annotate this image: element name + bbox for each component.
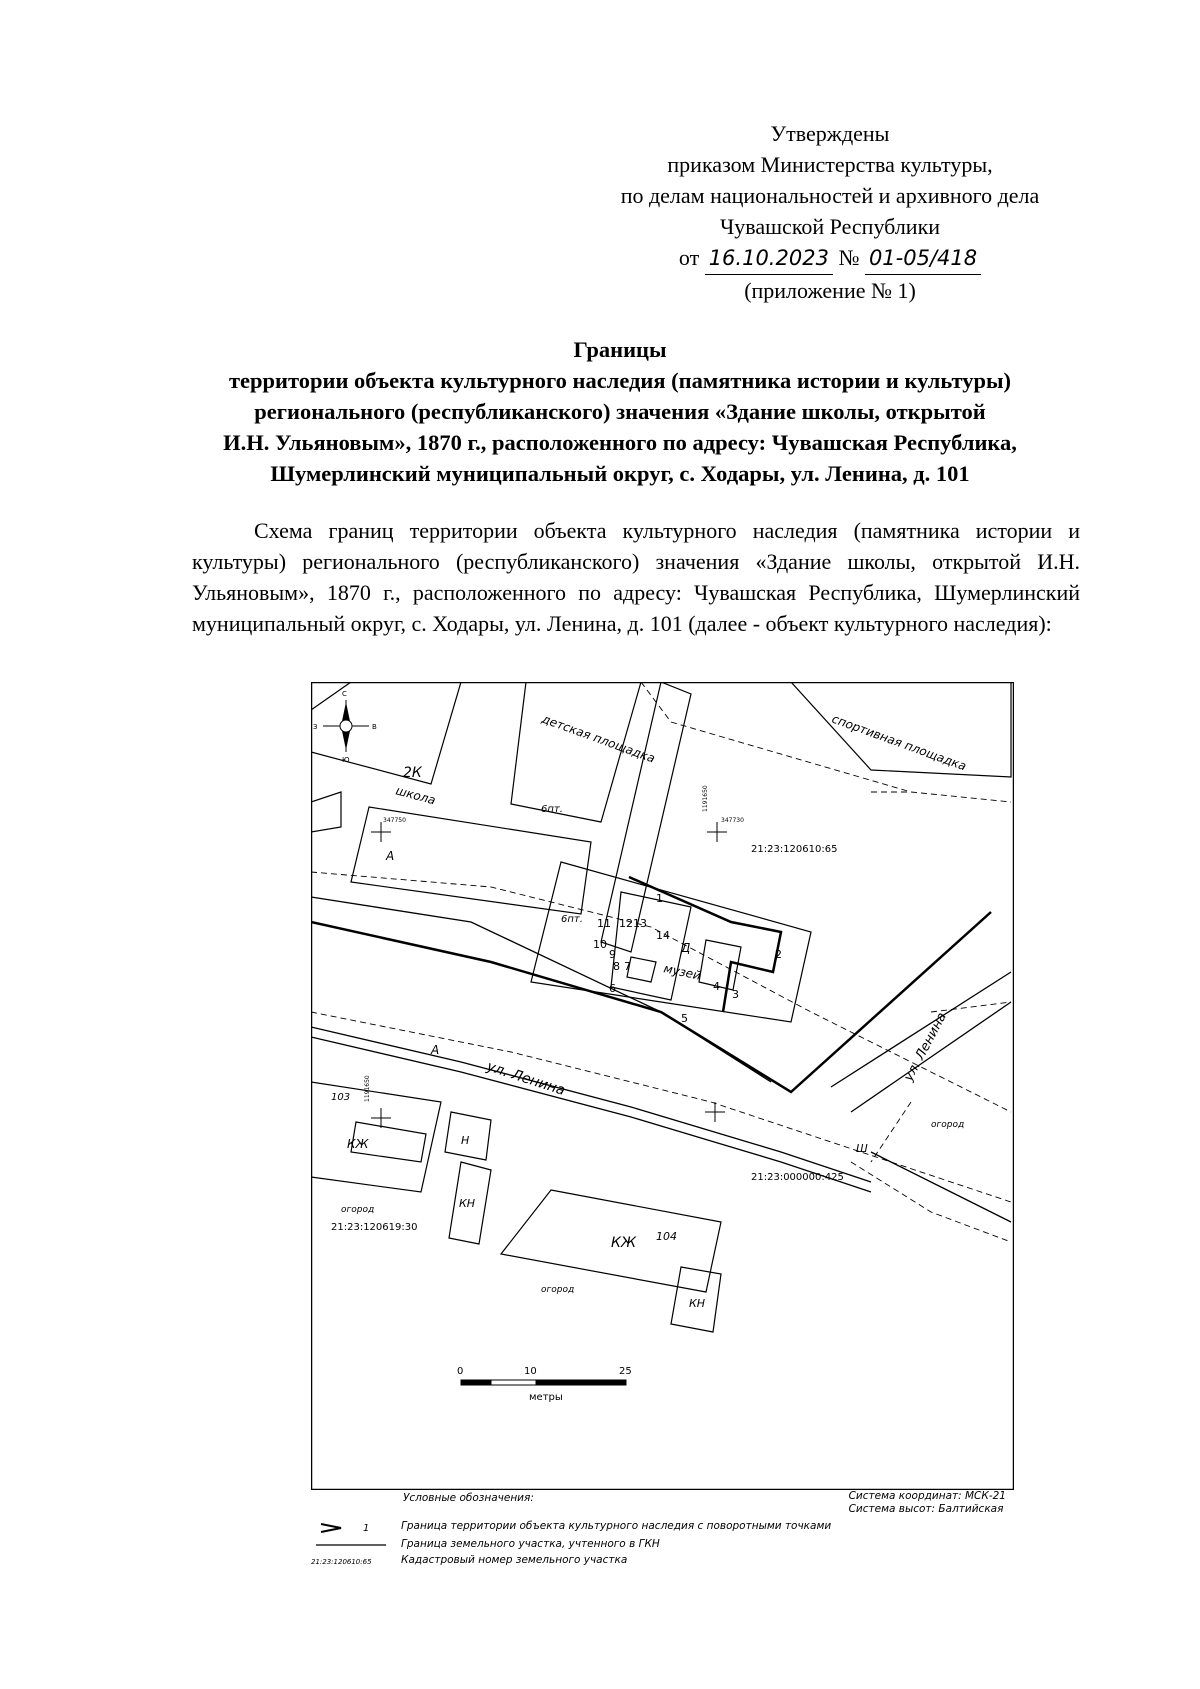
map-frame [312,683,1014,1490]
compass-s: Ю [342,756,350,764]
point-5: 5 [681,1012,688,1025]
point-11: 11 [597,917,611,930]
point-8: 8 [613,960,620,973]
label-kzh-north: КЖ [611,1235,637,1251]
label-school-code: 2К [403,765,422,781]
point-13: 13 [633,917,647,930]
height-system: Система высот: Балтийская [848,1503,1004,1515]
label-n: Н [461,1134,470,1147]
approval-block [560,118,1100,306]
cadastre-symbol [311,1552,391,1570]
label-playground: детская площадка [539,711,657,766]
label-kn-1: КН [459,1197,476,1210]
scale-0: 0 [457,1366,464,1377]
legend-heritage-boundary: Граница территории объекта культурного наследия с поворотными точками [401,1520,832,1532]
legend-row-cadastre [311,1552,1011,1570]
legend-systems [849,1490,1006,1516]
label-street-side: ул. Ленина [901,1010,950,1084]
point-6: 6 [609,982,616,995]
label-house-104: 104 [656,1230,677,1243]
coord-y2: 347730 [721,817,744,824]
point-4: 4 [713,980,720,993]
appendix-label: (приложение № 1) [744,278,916,303]
order-number: 01-05/418 [865,243,981,275]
point-1: 1 [656,892,663,905]
label-house-103: 103 [331,1092,351,1103]
label-floors-2: 6пт. [561,914,583,925]
label-cadastre-road: 21:23:000000:425 [751,1172,844,1183]
label-sh: Ш [856,1142,868,1155]
legend-row-heritage [311,1518,1011,1536]
coord-system: Система координат: МСК-21 [848,1490,1006,1502]
legend-parcel-boundary: Граница земельного участка, учтенного в ГКН [401,1538,660,1550]
coord-x1: 1191650 [702,785,709,812]
point-10: 10 [593,938,607,951]
label-kzh-south: КЖ [347,1137,369,1151]
title-line-4: И.Н. Ульяновым», 1870 г., расположенного по адресу: Чувашская Республика, [223,430,1017,455]
label-cadastre-south: 21:23:120619:30 [331,1222,418,1233]
map-drawing [311,682,1014,1490]
label-ogorod-3: огород [931,1120,965,1130]
approval-line-1: Утверждены [770,121,890,146]
point-12: 12 [619,917,633,930]
compass-e: В [372,723,377,731]
intro-paragraph [192,515,1080,639]
label-school: школа [394,783,438,808]
approval-line-4: Чувашской Республики [719,214,941,239]
label-a-2: А [431,1043,440,1057]
boundary-map [311,682,1014,1490]
label-sports-ground: спортивная площадка [829,711,969,774]
label-kn-2: КН [689,1297,706,1310]
scale-10: 10 [524,1366,537,1377]
label-museum: музей [662,961,703,983]
label-cadastre-main: 21:23:120610:65 [751,844,838,855]
scale-unit: метры [529,1392,563,1403]
order-date: 16.10.2023 [705,243,833,275]
title-line-2: территории объекта культурного наследия (памятника истории и культуры) [228,368,1012,393]
label-street: ул. Ленина [484,1058,567,1099]
heritage-boundary-symbol [311,1518,391,1536]
point-2: 2 [775,948,782,961]
point-7: 7 [624,960,631,973]
label-a-1: А [386,849,395,863]
intro-text: Схема границ территории объекта культурного наследия (памятника истории и культуры) регионального (республиканского) значения «Здание школы, открытой И.Н. Ульяновым», 1870 г., расположенного по адресу: Чувашская Республика, Шумерлинский муниципальный округ, с. Ходары, ул. Ленина, д. 101 (далее - объект культурного наследия): [192,518,1080,636]
number-prefix: № [838,245,860,270]
compass-w: З [313,723,318,731]
label-floors-1: 6пт. [541,804,563,815]
point-3: 3 [732,988,739,1001]
coord-y1: 347750 [383,817,406,824]
approval-line-3: по делам национальностей и архивного дела [620,183,1040,208]
compass-n: С [342,690,347,698]
map-legend [311,1490,1014,1572]
legend-header: Условные обозначения: [403,1492,534,1504]
approval-line-2: приказом Министерства культуры, [667,152,993,177]
title-line-3: регионального (республиканского) значения «Здание школы, открытой [254,399,986,424]
point-14: 14 [656,929,670,942]
scale-25: 25 [619,1366,632,1377]
title-line-1: Границы [573,337,667,362]
label-ogorod-1: огород [341,1205,375,1215]
point-9: 9 [609,948,616,961]
date-prefix: от [678,245,700,270]
legend-cadastre-number: Кадастровый номер земельного участка [401,1554,628,1566]
approval-date-line [560,242,1100,275]
coord-x2: 1191650 [364,1075,371,1102]
document-title [150,334,1090,489]
label-museum-code: Д [681,941,691,955]
legend-marker-1: 1 [363,1523,370,1534]
legend-cadastre-sample: 21:23:120610:65 [311,1558,372,1566]
title-line-5: Шумерлинский муниципальный округ, с. Ходары, ул. Ленина, д. 101 [270,461,970,486]
label-ogorod-2: огород [541,1285,575,1295]
